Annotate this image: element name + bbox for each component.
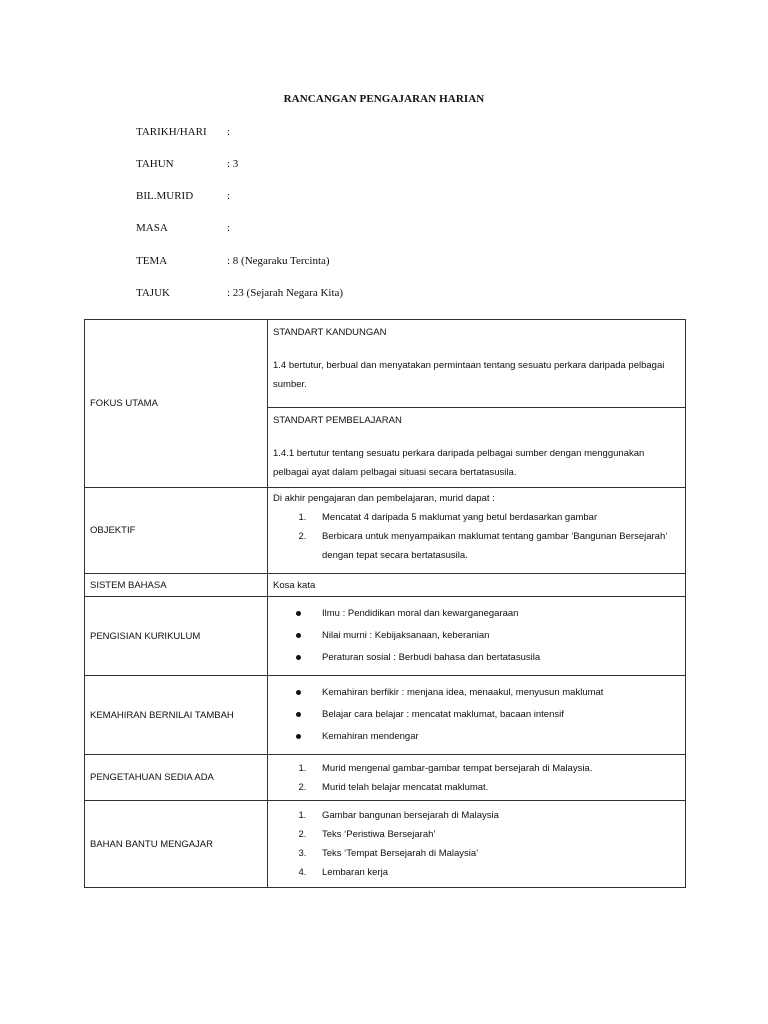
list-item: Belajar cara belajar : mencatat maklumat, bacaan intensif [309, 704, 680, 726]
meta-label: MASA [136, 222, 168, 234]
row-pengetahuan-sedia-ada [85, 755, 686, 801]
meta-value: : 8 (Negaraku Tercinta) [227, 255, 330, 267]
row-pengisian-kurikulum [85, 597, 686, 676]
cell-objektif [268, 488, 686, 574]
document-title: RANCANGAN PENGAJARAN HARIAN [283, 93, 485, 105]
list-item: 2. Berbicara untuk menyampaikan maklumat tentang gambar ‘Bangunan Bersejarah’ dengan tepat secara bertatasusila. [309, 527, 680, 565]
list-item: 2. Murid telah belajar mencatat maklumat. [309, 778, 680, 797]
row-kemahiran-bernilai-tambah [85, 676, 686, 755]
row-sistem-bahasa [85, 574, 686, 597]
list-item: Kemahiran berfikir : menjana idea, menaakul, menyusun maklumat [309, 682, 680, 704]
list-item: Kemahiran mendengar [309, 726, 680, 748]
label-kemahiran-bernilai-tambah: KEMAHIRAN BERNILAI TAMBAH [85, 676, 268, 755]
meta-label: BIL.MURID [136, 190, 194, 202]
label-pengetahuan-sedia-ada: PENGETAHUAN SEDIA ADA [85, 755, 268, 801]
meta-value: : 3 [227, 158, 239, 170]
list-item: 1. Mencatat 4 daripada 5 maklumat yang betul berdasarkan gambar [309, 508, 680, 527]
list-item: 1. Murid mengenal gambar-gambar tempat bersejarah di Malaysia. [309, 759, 680, 778]
standart-pembelajaran-body: 1.4.1 bertutur tentang sesuatu perkara daripada pelbagai sumber dengan menggunakan pelbagai ayat dalam pelbagai situasi secara bertatasusila. [273, 448, 645, 478]
list-item: 3. Teks ‘Tempat Bersejarah di Malaysia’ [309, 844, 680, 863]
standart-pembelajaran-title: STANDART PEMBELAJARAN [273, 415, 402, 426]
meta-value: : [227, 222, 231, 234]
list-item: Peraturan sosial : Berbudi bahasa dan bertatasusila [309, 647, 680, 669]
standart-kandungan-body: 1.4 bertutur, berbual dan menyatakan permintaan tentang sesuatu perkara daripada pelbagai sumber. [273, 360, 665, 390]
cell-pengisian-kurikulum [268, 597, 686, 676]
cell-standart-pembelajaran [268, 408, 686, 488]
objektif-intro: Di akhir pengajaran dan pembelajaran, murid dapat : [273, 493, 495, 504]
row-fokus-utama-kandungan [85, 320, 686, 408]
meta-label: TEMA [136, 255, 168, 267]
meta-label: TAJUK [136, 287, 170, 299]
list-item: 4. Lembaran kerja [309, 863, 680, 882]
row-bahan-bantu-mengajar [85, 801, 686, 888]
label-sistem-bahasa: SISTEM BAHASA [85, 574, 268, 597]
meta-value: : [227, 126, 231, 138]
meta-value: : 23 (Sejarah Negara Kita) [227, 287, 344, 299]
cell-standart-kandungan [268, 320, 686, 408]
list-item: 2. Teks ‘Peristiwa Bersejarah’ [309, 825, 680, 844]
row-objektif [85, 488, 686, 574]
pengetahuan-sedia-ada-list [273, 759, 680, 797]
cell-pengetahuan-sedia-ada [268, 755, 686, 801]
cell-sistem-bahasa: Kosa kata [268, 574, 686, 597]
bahan-bantu-mengajar-list [273, 806, 680, 882]
cell-kemahiran-bernilai-tambah [268, 676, 686, 755]
list-item: Ilmu : Pendidikan moral dan kewarganegaraan [309, 603, 680, 625]
list-item: 1. Gambar bangunan bersejarah di Malaysia [309, 806, 680, 825]
objektif-list [273, 508, 680, 565]
meta-label: TARIKH/HARI [136, 126, 207, 138]
pengisian-kurikulum-list [273, 603, 680, 669]
meta-value: : [227, 190, 231, 202]
cell-bahan-bantu-mengajar [268, 801, 686, 888]
meta-label: TAHUN [136, 158, 174, 170]
label-bahan-bantu-mengajar: BAHAN BANTU MENGAJAR [85, 801, 268, 888]
list-item: Nilai murni : Kebijaksanaan, keberanian [309, 625, 680, 647]
standart-kandungan-title: STANDART KANDUNGAN [273, 327, 387, 338]
label-objektif: OBJEKTIF [85, 488, 268, 574]
label-pengisian-kurikulum: PENGISIAN KURIKULUM [85, 597, 268, 676]
kemahiran-bernilai-tambah-list [273, 682, 680, 748]
label-fokus-utama: FOKUS UTAMA [85, 320, 268, 488]
lesson-plan-table [84, 319, 686, 888]
